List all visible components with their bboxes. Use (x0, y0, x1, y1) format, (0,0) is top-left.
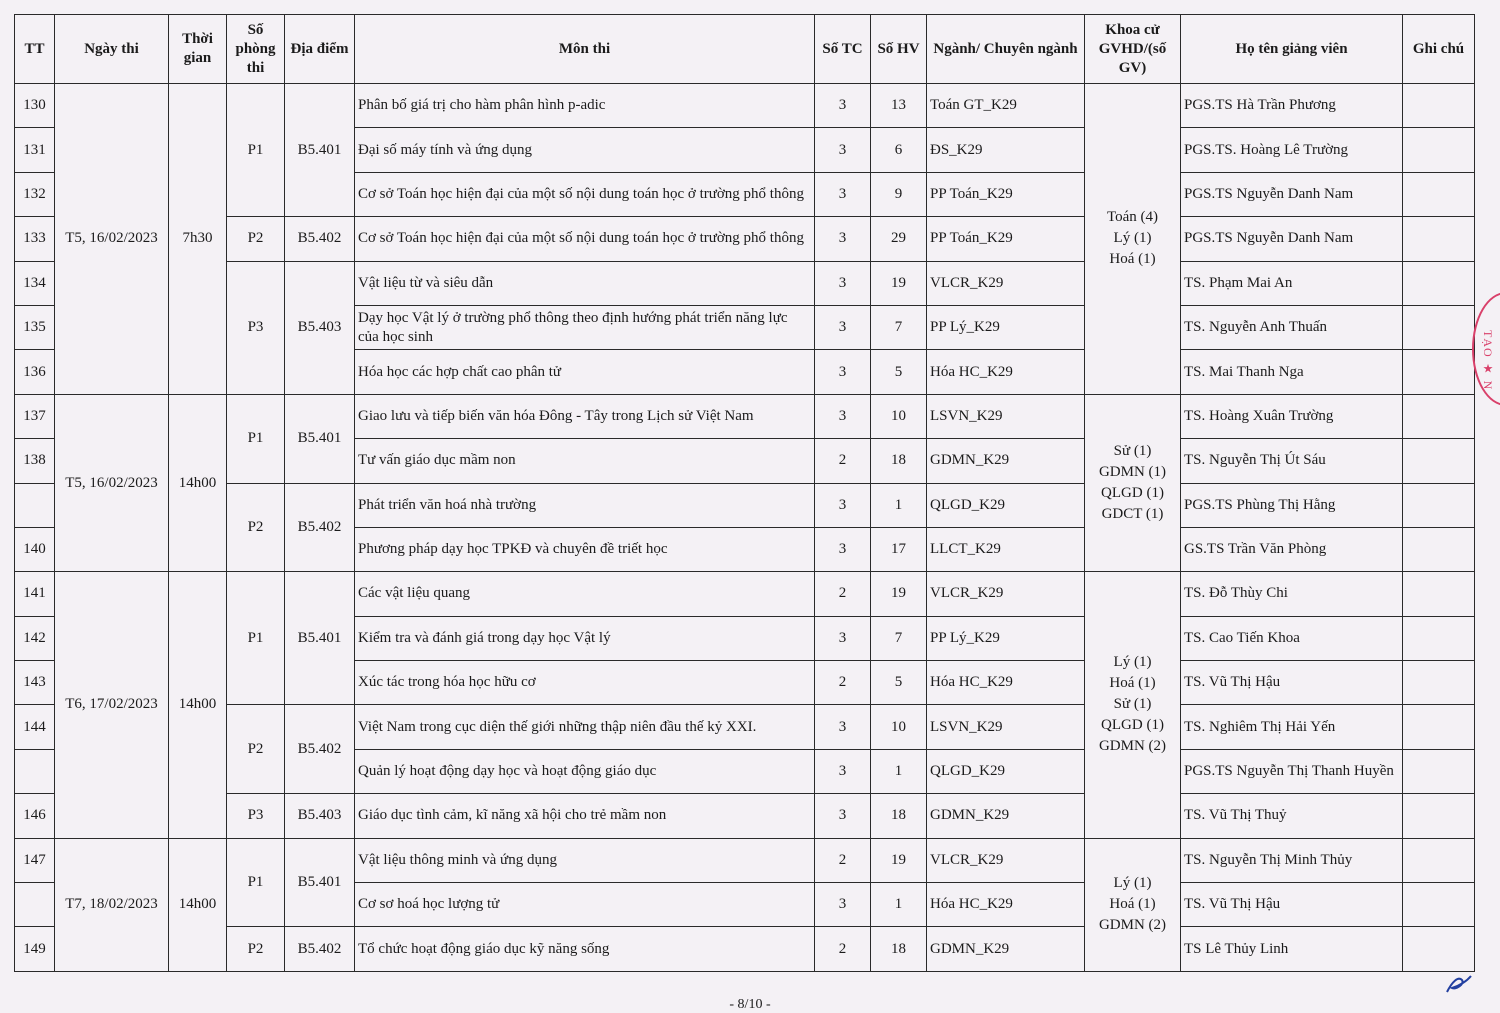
note-cell (1403, 661, 1475, 705)
lecturer-cell: TS. Mai Thanh Nga (1181, 350, 1403, 394)
major-cell: QLGD_K29 (927, 483, 1085, 527)
stamp-text: TẠO ★ N (1481, 330, 1495, 391)
row-tt: 146 (15, 794, 55, 838)
row-tt: 143 (15, 661, 55, 705)
note-cell (1403, 217, 1475, 261)
note-cell (1403, 261, 1475, 305)
lecturer-cell: PGS.TS Hà Trần Phương (1181, 84, 1403, 128)
lecturer-cell: TS. Nguyễn Anh Thuấn (1181, 305, 1403, 349)
room-number: P2 (227, 705, 285, 794)
room-location: B5.402 (285, 217, 355, 261)
table-row (15, 794, 1475, 838)
note-cell (1403, 927, 1475, 971)
students-cell: 7 (871, 305, 927, 349)
major-cell: PP Toán_K29 (927, 172, 1085, 216)
credits-cell: 3 (815, 172, 871, 216)
note-cell (1403, 305, 1475, 349)
table-row (15, 84, 1475, 128)
students-cell: 1 (871, 749, 927, 793)
room-number: P1 (227, 394, 285, 483)
major-cell: VLCR_K29 (927, 572, 1085, 616)
major-cell: LLCT_K29 (927, 527, 1085, 571)
room-number: P1 (227, 838, 285, 927)
room-location: B5.401 (285, 394, 355, 483)
row-tt: 133 (15, 217, 55, 261)
room-location: B5.402 (285, 927, 355, 971)
note-cell (1403, 572, 1475, 616)
lecturer-cell: TS. Vũ Thị Thuỷ (1181, 794, 1403, 838)
room-location: B5.401 (285, 572, 355, 705)
room-number: P3 (227, 794, 285, 838)
table-row (15, 483, 1475, 527)
credits-cell: 3 (815, 527, 871, 571)
header-students: Số HV (871, 15, 927, 84)
lecturer-cell: TS. Cao Tiến Khoa (1181, 616, 1403, 660)
credits-cell: 3 (815, 749, 871, 793)
credits-cell: 3 (815, 705, 871, 749)
header-location: Địa điểm (285, 15, 355, 84)
credits-cell: 3 (815, 483, 871, 527)
table-row (15, 394, 1475, 438)
subject-cell: Giáo dục tình cảm, kĩ năng xã hội cho trẻ mầm non (355, 794, 815, 838)
row-tt: 131 (15, 128, 55, 172)
credits-cell: 3 (815, 394, 871, 438)
lecturer-cell: PGS.TS Phùng Thị Hằng (1181, 483, 1403, 527)
subject-cell: Đại số máy tính và ứng dụng (355, 128, 815, 172)
exam-time: 14h00 (169, 838, 227, 971)
students-cell: 5 (871, 661, 927, 705)
credits-cell: 3 (815, 128, 871, 172)
credits-cell: 3 (815, 84, 871, 128)
credits-cell: 3 (815, 305, 871, 349)
exam-date: T6, 17/02/2023 (55, 572, 169, 838)
row-tt: 134 (15, 261, 55, 305)
header-major: Ngành/ Chuyên ngành (927, 15, 1085, 84)
exam-time: 7h30 (169, 84, 227, 395)
header-row (15, 15, 1475, 84)
students-cell: 13 (871, 84, 927, 128)
students-cell: 1 (871, 483, 927, 527)
students-cell: 19 (871, 838, 927, 882)
room-number: P2 (227, 217, 285, 261)
major-cell: VLCR_K29 (927, 838, 1085, 882)
credits-cell: 2 (815, 439, 871, 483)
credits-cell: 3 (815, 350, 871, 394)
lecturer-cell: TS. Phạm Mai An (1181, 261, 1403, 305)
row-tt (15, 883, 55, 927)
lecturer-cell: TS. Hoàng Xuân Trường (1181, 394, 1403, 438)
subject-cell: Phương pháp dạy học TPKĐ và chuyên đề triết học (355, 527, 815, 571)
header-lecturer: Họ tên giảng viên (1181, 15, 1403, 84)
credits-cell: 2 (815, 661, 871, 705)
subject-cell: Hóa học các hợp chất cao phân tử (355, 350, 815, 394)
note-cell (1403, 794, 1475, 838)
header-tt: TT (15, 15, 55, 84)
subject-cell: Các vật liệu quang (355, 572, 815, 616)
lecturer-cell: TS Lê Thủy Linh (1181, 927, 1403, 971)
faculty-cell: Toán (4) Lý (1) Hoá (1) (1085, 84, 1181, 395)
table-row (15, 261, 1475, 305)
note-cell (1403, 616, 1475, 660)
students-cell: 7 (871, 616, 927, 660)
note-cell (1403, 394, 1475, 438)
students-cell: 18 (871, 927, 927, 971)
subject-cell: Phân bố giá trị cho hàm phân hình p-adic (355, 84, 815, 128)
header-time: Thời gian (169, 15, 227, 84)
subject-cell: Cơ sở Toán học hiện đại của một số nội dung toán học ở trường phổ thông (355, 172, 815, 216)
subject-cell: Kiểm tra và đánh giá trong dạy học Vật lý (355, 616, 815, 660)
row-tt: 144 (15, 705, 55, 749)
students-cell: 19 (871, 261, 927, 305)
table-row (15, 705, 1475, 749)
subject-cell: Tổ chức hoạt động giáo dục kỹ năng sống (355, 927, 815, 971)
students-cell: 17 (871, 527, 927, 571)
major-cell: Hóa HC_K29 (927, 883, 1085, 927)
row-tt (15, 483, 55, 527)
credits-cell: 3 (815, 883, 871, 927)
room-number: P2 (227, 927, 285, 971)
header-credits: Số TC (815, 15, 871, 84)
note-cell (1403, 483, 1475, 527)
students-cell: 19 (871, 572, 927, 616)
lecturer-cell: TS. Đỗ Thùy Chi (1181, 572, 1403, 616)
note-cell (1403, 883, 1475, 927)
row-tt: 132 (15, 172, 55, 216)
lecturer-cell: TS. Vũ Thị Hậu (1181, 883, 1403, 927)
students-cell: 1 (871, 883, 927, 927)
subject-cell: Xúc tác trong hóa học hữu cơ (355, 661, 815, 705)
row-tt: 130 (15, 84, 55, 128)
row-tt: 137 (15, 394, 55, 438)
subject-cell: Cơ sở Toán học hiện đại của một số nội dung toán học ở trường phổ thông (355, 217, 815, 261)
room-location: B5.401 (285, 838, 355, 927)
exam-time: 14h00 (169, 572, 227, 838)
subject-cell: Quản lý hoạt động dạy học và hoạt động giáo dục (355, 749, 815, 793)
lecturer-cell: GS.TS Trần Văn Phòng (1181, 527, 1403, 571)
room-location: B5.401 (285, 84, 355, 217)
faculty-cell: Lý (1) Hoá (1) GDMN (2) (1085, 838, 1181, 971)
note-cell (1403, 749, 1475, 793)
header-note: Ghi chú (1403, 15, 1475, 84)
subject-cell: Dạy học Vật lý ở trường phổ thông theo định hướng phát triển năng lực của học sinh (355, 305, 815, 349)
lecturer-cell: TS. Nguyễn Thị Minh Thủy (1181, 838, 1403, 882)
header-faculty: Khoa cử GVHD/(số GV) (1085, 15, 1181, 84)
note-cell (1403, 705, 1475, 749)
students-cell: 18 (871, 439, 927, 483)
lecturer-cell: PGS.TS Nguyễn Danh Nam (1181, 172, 1403, 216)
credits-cell: 3 (815, 616, 871, 660)
students-cell: 5 (871, 350, 927, 394)
header-date: Ngày thi (55, 15, 169, 84)
subject-cell: Vật liệu thông minh và ứng dụng (355, 838, 815, 882)
major-cell: GDMN_K29 (927, 439, 1085, 483)
note-cell (1403, 838, 1475, 882)
credits-cell: 3 (815, 261, 871, 305)
lecturer-cell: TS. Vũ Thị Hậu (1181, 661, 1403, 705)
header-subject: Môn thi (355, 15, 815, 84)
major-cell: QLGD_K29 (927, 749, 1085, 793)
room-location: B5.402 (285, 705, 355, 794)
subject-cell: Tư vấn giáo dục mầm non (355, 439, 815, 483)
faculty-cell: Lý (1) Hoá (1) Sử (1) QLGD (1) GDMN (2) (1085, 572, 1181, 838)
row-tt: 149 (15, 927, 55, 971)
students-cell: 10 (871, 394, 927, 438)
page-number: - 8/10 - (729, 997, 771, 1012)
major-cell: PP Lý_K29 (927, 305, 1085, 349)
note-cell (1403, 350, 1475, 394)
students-cell: 6 (871, 128, 927, 172)
note-cell (1403, 439, 1475, 483)
faculty-cell: Sử (1) GDMN (1) QLGD (1) GDCT (1) (1085, 394, 1181, 572)
exam-time: 14h00 (169, 394, 227, 572)
row-tt: 141 (15, 572, 55, 616)
major-cell: LSVN_K29 (927, 394, 1085, 438)
subject-cell: Vật liệu từ và siêu dẫn (355, 261, 815, 305)
table-row (15, 838, 1475, 882)
students-cell: 10 (871, 705, 927, 749)
major-cell: VLCR_K29 (927, 261, 1085, 305)
row-tt: 142 (15, 616, 55, 660)
exam-date: T5, 16/02/2023 (55, 394, 169, 572)
credits-cell: 3 (815, 217, 871, 261)
exam-date: T7, 18/02/2023 (55, 838, 169, 971)
exam-date: T5, 16/02/2023 (55, 84, 169, 395)
table-row (15, 217, 1475, 261)
lecturer-cell: TS. Nghiêm Thị Hải Yến (1181, 705, 1403, 749)
credits-cell: 2 (815, 572, 871, 616)
room-location: B5.403 (285, 794, 355, 838)
row-tt: 138 (15, 439, 55, 483)
major-cell: Toán GT_K29 (927, 84, 1085, 128)
lecturer-cell: PGS.TS Nguyễn Thị Thanh Huyền (1181, 749, 1403, 793)
subject-cell: Giao lưu và tiếp biến văn hóa Đông - Tây trong Lịch sử Việt Nam (355, 394, 815, 438)
note-cell (1403, 128, 1475, 172)
table-row (15, 572, 1475, 616)
exam-schedule-table (14, 14, 1475, 972)
lecturer-cell: TS. Nguyễn Thị Út Sáu (1181, 439, 1403, 483)
signature-mark (1444, 972, 1474, 996)
major-cell: GDMN_K29 (927, 794, 1085, 838)
students-cell: 29 (871, 217, 927, 261)
major-cell: Hóa HC_K29 (927, 661, 1085, 705)
major-cell: LSVN_K29 (927, 705, 1085, 749)
students-cell: 18 (871, 794, 927, 838)
room-number: P1 (227, 84, 285, 217)
room-location: B5.402 (285, 483, 355, 572)
major-cell: PP Lý_K29 (927, 616, 1085, 660)
header-room-no: Số phòng thi (227, 15, 285, 84)
red-seal-stamp (1472, 292, 1500, 406)
credits-cell: 2 (815, 838, 871, 882)
lecturer-cell: PGS.TS Nguyễn Danh Nam (1181, 217, 1403, 261)
major-cell: Hóa HC_K29 (927, 350, 1085, 394)
table-row (15, 927, 1475, 971)
row-tt (15, 749, 55, 793)
lecturer-cell: PGS.TS. Hoàng Lê Trường (1181, 128, 1403, 172)
major-cell: PP Toán_K29 (927, 217, 1085, 261)
subject-cell: Phát triển văn hoá nhà trường (355, 483, 815, 527)
room-number: P1 (227, 572, 285, 705)
subject-cell: Cơ sơ hoá học lượng tử (355, 883, 815, 927)
credits-cell: 3 (815, 794, 871, 838)
room-number: P3 (227, 261, 285, 394)
note-cell (1403, 84, 1475, 128)
row-tt: 135 (15, 305, 55, 349)
note-cell (1403, 527, 1475, 571)
row-tt: 147 (15, 838, 55, 882)
subject-cell: Việt Nam trong cục diện thế giới những thập niên đầu thế kỷ XXI. (355, 705, 815, 749)
row-tt: 136 (15, 350, 55, 394)
room-number: P2 (227, 483, 285, 572)
students-cell: 9 (871, 172, 927, 216)
row-tt: 140 (15, 527, 55, 571)
major-cell: GDMN_K29 (927, 927, 1085, 971)
room-location: B5.403 (285, 261, 355, 394)
credits-cell: 2 (815, 927, 871, 971)
major-cell: ĐS_K29 (927, 128, 1085, 172)
note-cell (1403, 172, 1475, 216)
